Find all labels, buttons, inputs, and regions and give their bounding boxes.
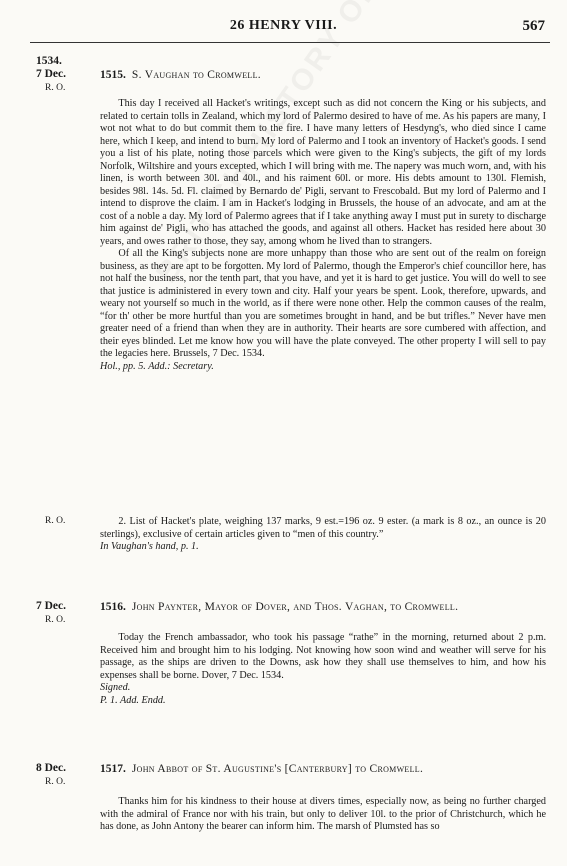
- running-head: [0, 18, 567, 38]
- body-paragraph: This day I received all Hacket's writings, except such as did not concern the King or his subjects, and related to certain tolls in Zealand, which my lord of Palermo desired to have of me. As his papers are many, I wot not what to do but commit them to the fire. I have many letters of Hesdyng's, who died since I came here, which I keep, and intend to burn. My lord of Palermo and I took an inventory of Hacket's goods. I send you a list of his plate, noting those parcels which were given to the King's subjects, the gift of my lords Norfolk, Wiltshire and yours excepted, which I will bring with me. The napery was much worn, and, with his linen, is worth between 30l. and 40l., and his raiment 60l. or more. His debts amount to 130l. Flemish, besides 98l. 14s. 5d. Fl. claimed by Bernardo de' Pigli, servant to Frescobald. But my lord of Palermo and I intend to disprove the claim. I am in Hacket's lodging in Brussels, the house of an advocate, and am at the cost of a noble a day. My lord of Palermo agrees that if I take anything away I must put in surety to discharge him against de' Pigli, who has attached the goods, and against all others. Hacket has resided here about 30 years, and owes rather to those, they say, among whom he lived than to strangers.: [100, 98, 546, 247]
- page-number: 567: [522, 18, 545, 34]
- entry-endnote: P. 1. Add. Endd.: [100, 694, 166, 706]
- entry-heading: [100, 762, 545, 776]
- entry-body: [100, 98, 546, 373]
- entry-date: 8 Dec.: [36, 762, 67, 774]
- entry-source: R. O.: [45, 615, 66, 625]
- entry-endnote: Hol., pp. 5. Add.: Secretary.: [100, 360, 214, 372]
- entry-source: R. O.: [45, 83, 66, 93]
- margin-year: 1534.: [36, 55, 62, 67]
- body-paragraph: Today the French ambassador, who took his passage “rathe” in the morning, returned about 2 p.m. Received him and brought him to his lodging. Not knowing how soon wind and weather will serve for his passage, as the ships are driven to the Downs, ask how they shall use themselves to him, and how his expenses shall be borne. Dover, 7 Dec. 1534.: [100, 632, 546, 681]
- sub-item-source: R. O.: [45, 516, 66, 526]
- body-paragraph: Of all the King's subjects none are more unhappy than those who are sent out of the realm on foreign business, as they are apt to be forgotten. My lord of Palermo, though the Emperor's chief councillor here, has not half the business, nor the tenth part, that you have, and yet it is hard to get justice. You will do well to see that justice is administered in every town and city. Half your years be spent. Look, therefore, upwards, and weary not yourself so much in the world, as if there were none other. Help the common causes of the realm, “for th' other be more hurtful than you are sometimes brought in hand, and be but trifles.” Never have men greater need of a friend than when they are in authority. Their hearts are sore cumbered with affection, and their eyes blinded. Let me know how you will have the plate conveyed. The other property I will sell to pay the legacies here. Brussels, 7 Dec. 1534.: [100, 248, 546, 359]
- sub-item: [100, 516, 546, 554]
- entry-date: 7 Dec.: [36, 600, 67, 612]
- sub-item-text: 2. List of Hacket's plate, weighing 137 marks, 9 est.=196 oz. 9 ester. (a mark is 8 oz., an ounce is 20 sterlings), exclusive of certain articles given to “men of this country.”: [100, 516, 546, 540]
- entry-number: 1515.: [100, 69, 126, 81]
- entry-body: [100, 796, 546, 834]
- header-rule: [30, 42, 550, 43]
- entry-number: 1517.: [100, 763, 126, 775]
- entry-signed: Signed.: [100, 682, 131, 693]
- running-head-title: 26 HENRY VIII.: [229, 18, 338, 33]
- entry-date: 7 Dec.: [36, 68, 67, 80]
- entry-title: John Abbot of St. Augustine's [Canterbury] to Cromwell.: [131, 763, 424, 775]
- entry-heading: [100, 600, 545, 614]
- entry-body: [100, 632, 546, 707]
- entry-source: R. O.: [45, 777, 66, 787]
- entry-heading: [100, 68, 545, 82]
- entry-title: S. Vaughan to Cromwell.: [131, 69, 261, 81]
- body-paragraph: Thanks him for his kindness to their house at divers times, especially now, as being no further charged with the admiral of France nor with his train, but only to deliver 10l. to the prior of Christchurch, which he has done, as John Antony the bearer can inform him. The marsh of Plumsted has so: [100, 796, 546, 832]
- entry-title: John Paynter, Mayor of Dover, and Thos. Vaghan, to Cromwell.: [131, 601, 459, 613]
- entry-number: 1516.: [100, 601, 126, 613]
- sub-item-endnote: In Vaughan's hand, p. 1.: [100, 541, 199, 552]
